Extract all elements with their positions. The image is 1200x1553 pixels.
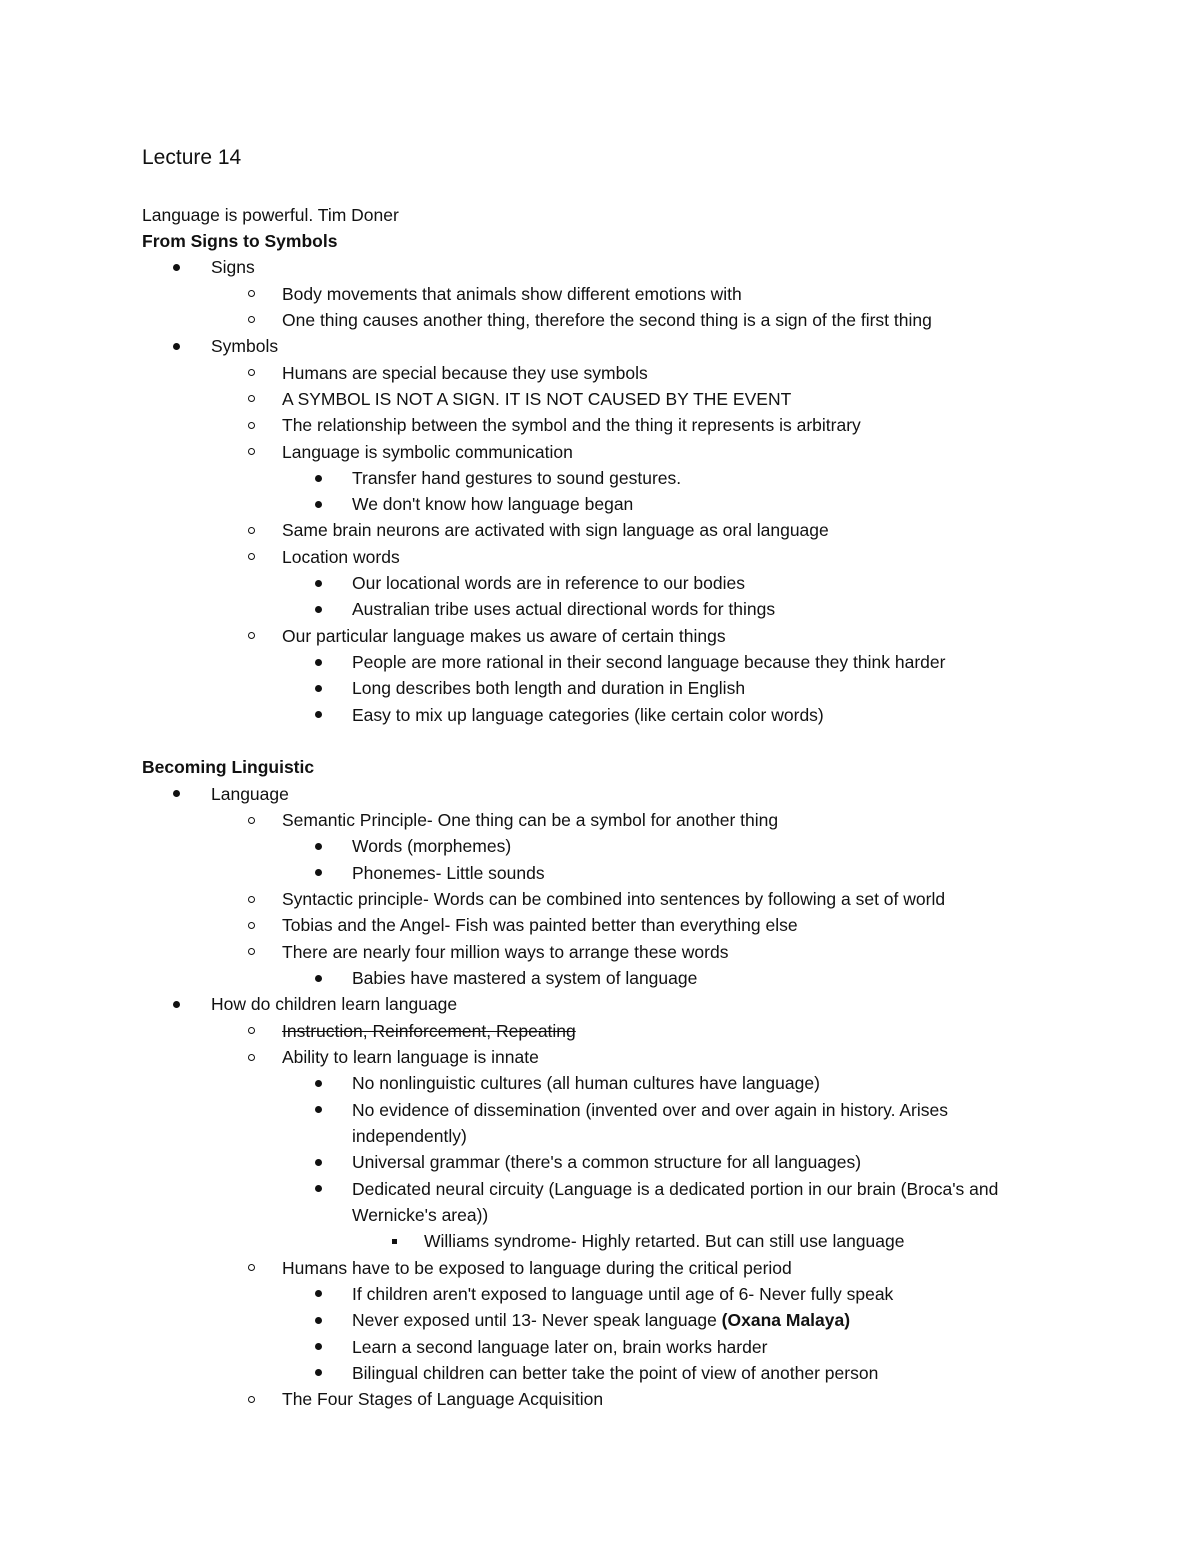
bullet-circle — [248, 395, 255, 402]
page-title: Lecture 14 — [142, 146, 242, 169]
list-item: Phonemes- Little sounds — [352, 863, 545, 883]
list-item: Transfer hand gestures to sound gestures. — [352, 468, 682, 488]
list-item: Australian tribe uses actual directional words for things — [352, 599, 776, 619]
list-item: Humans have to be exposed to language during the critical period — [282, 1258, 792, 1278]
bullet-disc — [315, 711, 322, 718]
list-item: Our locational words are in reference to our bodies — [352, 573, 745, 593]
list-item: A SYMBOL IS NOT A SIGN. IT IS NOT CAUSED BY THE EVENT — [282, 389, 792, 409]
bullet-circle — [248, 448, 255, 455]
bullet-disc — [315, 1080, 322, 1087]
bullet-circle — [248, 948, 255, 955]
list-item: No nonlinguistic cultures (all human cultures have language) — [352, 1073, 820, 1093]
list-item: Babies have mastered a system of language — [352, 968, 698, 988]
list-item: If children aren't exposed to language until age of 6- Never fully speak — [352, 1284, 894, 1304]
list-item: Learn a second language later on, brain works harder — [352, 1337, 768, 1357]
bullet-circle — [248, 316, 255, 323]
bullet-circle — [248, 632, 255, 639]
list-item-text: Never exposed until 13- Never speak language — [352, 1310, 722, 1330]
list-item: Universal grammar (there's a common structure for all languages) — [352, 1152, 862, 1172]
bullet-disc — [315, 1343, 322, 1350]
list-item: Easy to mix up language categories (like certain color words) — [352, 705, 824, 725]
list-item: Words (morphemes) — [352, 836, 512, 856]
bullet-circle — [248, 1027, 255, 1034]
bullet-circle — [248, 817, 255, 824]
list-item: There are nearly four million ways to arrange these words — [282, 942, 729, 962]
list-item: We don't know how language began — [352, 494, 634, 514]
bullet-disc — [315, 580, 322, 587]
list-item-signs: Signs — [211, 257, 255, 277]
bullet-disc — [173, 1001, 180, 1008]
list-item: Language is symbolic communication — [282, 442, 573, 462]
list-item-struck: Instruction, Reinforcement, Repeating — [282, 1021, 576, 1041]
list-item — [352, 1309, 850, 1331]
list-item: People are more rational in their second language because they think harder — [352, 652, 946, 672]
list-item: The relationship between the symbol and the thing it represents is arbitrary — [282, 415, 861, 435]
list-item-symbols: Symbols — [211, 336, 279, 356]
bullet-circle — [248, 553, 255, 560]
bullet-circle — [248, 290, 255, 297]
list-item: Ability to learn language is innate — [282, 1047, 539, 1067]
bullet-disc — [315, 606, 322, 613]
list-item: Dedicated neural circuity (Language is a dedicated portion in our brain (Broca's and Wernicke's area)) — [352, 1179, 999, 1225]
list-item: Our particular language makes us aware of certain things — [282, 626, 726, 646]
list-item: Tobias and the Angel- Fish was painted better than everything else — [282, 915, 798, 935]
bullet-disc — [315, 1159, 322, 1166]
bullet-disc — [315, 1317, 322, 1324]
list-item: Location words — [282, 547, 400, 567]
bullet-disc — [315, 1290, 322, 1297]
bullet-disc — [173, 264, 180, 271]
list-item: Long describes both length and duration in English — [352, 678, 746, 698]
bullet-disc — [173, 343, 180, 350]
bullet-circle — [248, 1264, 255, 1271]
oxana-malaya-label: (Oxana Malaya) — [721, 1310, 851, 1330]
list-item: Same brain neurons are activated with sign language as oral language — [282, 520, 829, 540]
bullet-disc — [315, 869, 322, 876]
list-item: Body movements that animals show different emotions with — [282, 284, 742, 304]
section-heading-signs-to-symbols: From Signs to Symbols — [142, 231, 338, 251]
bullet-disc — [315, 685, 322, 692]
list-item: Syntactic principle- Words can be combined into sentences by following a set of world — [282, 889, 946, 909]
list-item: The Four Stages of Language Acquisition — [282, 1389, 604, 1409]
bullet-disc — [315, 975, 322, 982]
bullet-circle — [248, 1054, 255, 1061]
bullet-disc — [315, 1106, 322, 1113]
section-heading-becoming-linguistic: Becoming Linguistic — [142, 757, 315, 777]
bullet-circle — [248, 369, 255, 376]
bullet-disc — [315, 843, 322, 850]
list-item: Semantic Principle- One thing can be a symbol for another thing — [282, 810, 779, 830]
bullet-disc — [173, 790, 180, 797]
list-item-language: Language — [211, 784, 289, 804]
bullet-circle — [248, 422, 255, 429]
bullet-disc — [315, 1185, 322, 1192]
bullet-circle — [248, 1396, 255, 1403]
bullet-disc — [315, 659, 322, 666]
list-item: One thing causes another thing, therefore the second thing is a sign of the first thing — [282, 310, 932, 330]
bullet-square — [392, 1239, 397, 1244]
bullet-disc — [315, 475, 322, 482]
bullet-circle — [248, 896, 255, 903]
list-item-children-learn: How do children learn language — [211, 994, 458, 1014]
list-item: Williams syndrome- Highly retarted. But can still use language — [424, 1231, 905, 1251]
bullet-disc — [315, 1369, 322, 1376]
bullet-disc — [315, 501, 322, 508]
list-item: Humans are special because they use symbols — [282, 363, 648, 383]
bullet-circle — [248, 527, 255, 534]
list-item: Bilingual children can better take the point of view of another person — [352, 1363, 879, 1383]
list-item: No evidence of dissemination (invented over and over again in history. Arises independently) — [352, 1100, 948, 1146]
intro-line: Language is powerful. Tim Doner — [142, 205, 399, 225]
bullet-circle — [248, 922, 255, 929]
